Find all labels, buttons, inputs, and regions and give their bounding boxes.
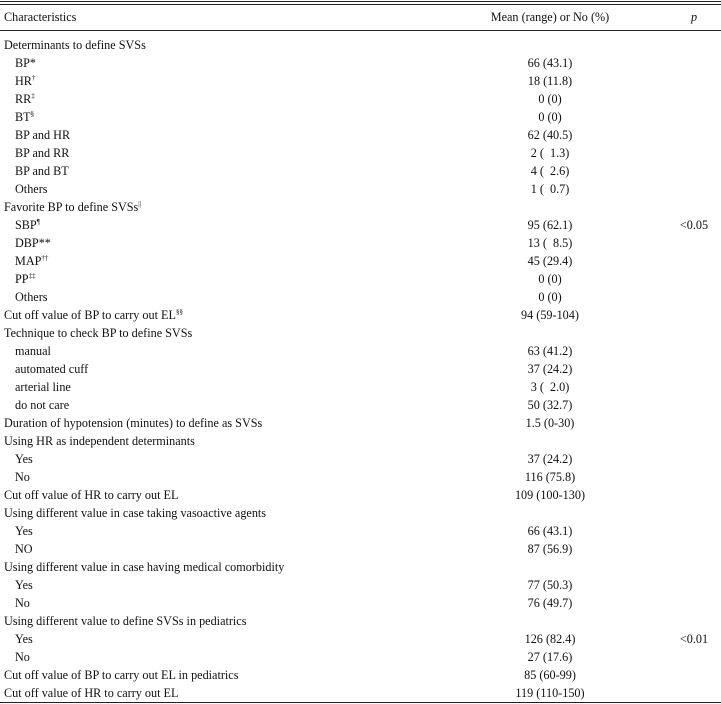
table-row (0, 324, 721, 342)
row-characteristic (4, 432, 195, 450)
table-row (0, 594, 721, 612)
row-characteristic (15, 576, 33, 594)
row-label: Cut off value of HR to carry out EL (4, 686, 179, 700)
row-characteristic (15, 216, 40, 234)
row-label: MAP (15, 254, 42, 268)
table-row (0, 486, 721, 504)
row-characteristic (15, 270, 36, 288)
row-value: 76 (49.7) (527, 596, 573, 610)
table-row (0, 612, 721, 630)
table-row (0, 504, 721, 522)
row-characteristic (4, 486, 178, 504)
row-characteristic (15, 126, 70, 144)
row-value: 3 ( 2.0) (530, 380, 570, 394)
row-label: Yes (15, 632, 33, 646)
table-row (0, 108, 721, 126)
row-value: 1 ( 0.7) (530, 182, 570, 196)
table-row (0, 36, 721, 54)
row-label: Cut off value of BP to carry out EL in pediatrics (4, 668, 239, 682)
row-label: Favorite BP to define SVSs (4, 200, 139, 214)
row-characteristic (15, 54, 36, 72)
row-label: Duration of hypotension (minutes) to define as SVSs (4, 416, 263, 430)
row-characteristic (4, 504, 266, 522)
row-characteristic (4, 684, 178, 702)
footnote-marker: †† (41, 253, 49, 262)
row-value: 2 ( 1.3) (530, 146, 570, 160)
row-label: automated cuff (15, 362, 89, 376)
row-value: 87 (56.9) (527, 542, 573, 556)
row-label: Using HR as independent determinants (4, 434, 195, 448)
table-row (0, 54, 721, 72)
row-value: 126 (82.4) (524, 632, 576, 646)
row-label: SBP (15, 218, 37, 232)
table-row (0, 540, 721, 558)
row-characteristic (15, 252, 48, 270)
row-label: BT (15, 110, 31, 124)
row-label: No (15, 650, 30, 664)
row-characteristic (4, 666, 238, 684)
row-characteristic (15, 180, 48, 198)
row-label: Technique to check BP to define SVSs (4, 326, 193, 340)
row-label: BP* (15, 56, 37, 70)
row-value: 13 ( 8.5) (527, 236, 573, 250)
row-characteristic (15, 522, 33, 540)
table-row (0, 252, 721, 270)
row-value: 62 (40.5) (527, 128, 573, 142)
table-row (0, 414, 721, 432)
row-value: 95 (62.1) (527, 218, 573, 232)
table-row (0, 342, 721, 360)
table-row (0, 216, 721, 234)
top-rule-inner (0, 4, 721, 5)
row-label: Others (15, 182, 48, 196)
top-rule-outer (0, 1, 721, 2)
row-label: BP and BT (15, 164, 69, 178)
row-characteristic (15, 630, 33, 648)
table-row (0, 630, 721, 648)
table-row (0, 360, 721, 378)
row-label: No (15, 470, 30, 484)
row-label: Using different value to define SVSs in pediatrics (4, 614, 247, 628)
table-row (0, 468, 721, 486)
row-characteristic (15, 162, 69, 180)
row-characteristic (15, 342, 51, 360)
row-label: Cut off value of BP to carry out EL (4, 308, 176, 322)
row-characteristic (15, 234, 51, 252)
footnote-marker: § (30, 109, 35, 118)
row-label: No (15, 596, 30, 610)
header-characteristics: Characteristics (4, 10, 77, 24)
row-label: NO (15, 542, 33, 556)
row-value: 0 (0) (538, 110, 562, 124)
table-row (0, 234, 721, 252)
row-value: 116 (75.8) (524, 470, 576, 484)
row-characteristic (15, 378, 71, 396)
table-header (0, 8, 721, 28)
table-row (0, 522, 721, 540)
row-value: 109 (100-130) (514, 488, 586, 502)
row-characteristic (4, 306, 183, 324)
row-label: manual (15, 344, 51, 358)
row-value: 37 (24.2) (527, 452, 573, 466)
row-value: 45 (29.4) (527, 254, 573, 268)
row-value: 94 (59-104) (521, 308, 579, 322)
table-row (0, 432, 721, 450)
row-value: 1.5 (0-30) (525, 416, 575, 430)
table-body (0, 36, 721, 702)
row-characteristic (15, 594, 30, 612)
table-row (0, 90, 721, 108)
row-characteristic (15, 648, 30, 666)
table-row (0, 378, 721, 396)
row-value: 66 (43.1) (527, 524, 573, 538)
row-characteristic (4, 612, 246, 630)
row-characteristic (4, 198, 141, 216)
row-label: PP (15, 272, 29, 286)
table-row (0, 126, 721, 144)
table-row (0, 396, 721, 414)
row-p-value: <0.01 (679, 632, 709, 646)
row-value: 119 (110-150) (515, 686, 585, 700)
footnote-marker: §§ (175, 307, 183, 316)
row-characteristic (15, 90, 35, 108)
row-label: Cut off value of HR to carry out EL (4, 488, 179, 502)
row-characteristic (4, 324, 192, 342)
table-row (0, 270, 721, 288)
row-value: 66 (43.1) (527, 56, 573, 70)
row-p-value: <0.05 (679, 218, 709, 232)
table-row (0, 162, 721, 180)
footnote-marker: || (138, 199, 142, 208)
row-value: 50 (32.7) (527, 398, 573, 412)
row-value: 77 (50.3) (527, 578, 573, 592)
row-value: 0 (0) (538, 92, 562, 106)
row-label: HR (15, 74, 32, 88)
table-row (0, 72, 721, 90)
row-value: 85 (60-99) (524, 668, 576, 682)
row-label: BP and RR (15, 146, 70, 160)
row-label: DBP** (15, 236, 51, 250)
bottom-rule (0, 702, 721, 703)
table-row (0, 450, 721, 468)
row-value: 27 (17.6) (527, 650, 573, 664)
table-row (0, 558, 721, 576)
table-row (0, 666, 721, 684)
row-value: 37 (24.2) (527, 362, 573, 376)
footnote-marker: ¶ (36, 217, 40, 226)
row-value: 63 (41.2) (527, 344, 573, 358)
row-label: Using different value in case taking vasoactive agents (4, 506, 267, 520)
row-value: 18 (11.8) (527, 74, 573, 88)
row-label: Yes (15, 524, 33, 538)
table-row (0, 288, 721, 306)
row-label: Yes (15, 578, 33, 592)
row-characteristic (15, 396, 69, 414)
row-label: arterial line (15, 380, 71, 394)
header-rule (0, 30, 721, 31)
row-label: Others (15, 290, 48, 304)
table-row (0, 648, 721, 666)
footnote-marker: † (31, 73, 36, 82)
table-row (0, 198, 721, 216)
row-characteristic (4, 558, 284, 576)
header-mean-range: Mean (range) or No (%) (490, 10, 610, 24)
row-characteristic (15, 288, 48, 306)
table-row (0, 180, 721, 198)
row-characteristic (15, 360, 88, 378)
footnote-marker: ‡‡ (28, 271, 36, 280)
row-label: BP and HR (15, 128, 71, 142)
table-row (0, 144, 721, 162)
row-value: 0 (0) (538, 290, 562, 304)
row-characteristic (15, 468, 30, 486)
row-characteristic (15, 450, 33, 468)
table-row (0, 576, 721, 594)
row-label: RR (15, 92, 32, 106)
row-characteristic (15, 540, 33, 558)
footnote-marker: ‡ (31, 91, 35, 100)
row-value: 0 (0) (538, 272, 562, 286)
row-characteristic (15, 144, 69, 162)
row-characteristic (4, 36, 146, 54)
row-label: Determinants to define SVSs (4, 38, 146, 52)
row-characteristic (15, 72, 35, 90)
header-p-value: p (690, 10, 698, 24)
table-row (0, 684, 721, 702)
row-characteristic (4, 414, 262, 432)
table-row (0, 306, 721, 324)
row-characteristic (15, 108, 34, 126)
row-label: Using different value in case having medical comorbidity (4, 560, 285, 574)
row-value: 4 ( 2.6) (530, 164, 570, 178)
row-label: do not care (15, 398, 70, 412)
row-label: Yes (15, 452, 33, 466)
